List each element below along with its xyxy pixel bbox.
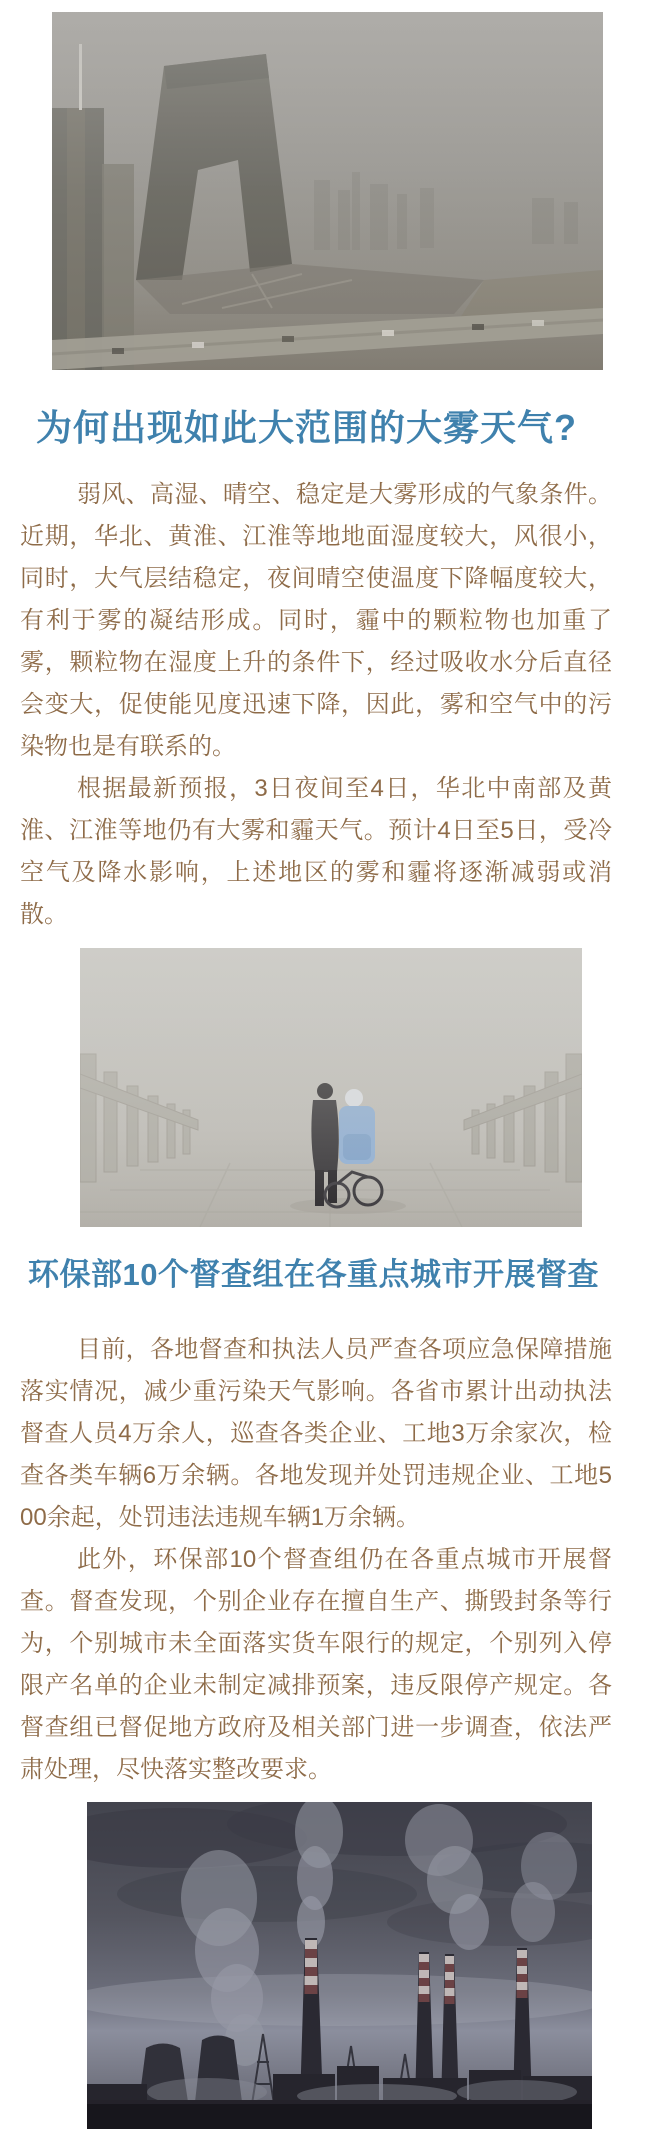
section-heading-2: 环保部10个督查组在各重点城市开展督查 xyxy=(28,1257,599,1292)
paragraph: 目前，各地督查和执法人员严查各项应急保障措施落实情况，减少重污染天气影响。各省市累计出动执法督查人员4万余人，巡查各类企业、工地3万余家次，检查各类车辆6万余辆。各地发现并处罚违规企业、工地500余起，处罚违法违规车辆1万余辆。 xyxy=(20,1336,612,1531)
power-plant-photo[interactable] xyxy=(87,1802,592,2129)
section-2-body xyxy=(20,1329,612,1791)
section-heading-1: 为何出现如此大范围的大雾天气? xyxy=(36,407,577,448)
section-1-body xyxy=(20,474,612,936)
paragraph: 此外，环保部10个督查组仍在各重点城市开展督查。督查发现，个别企业存在擅自生产、撕毁封条等行为，个别城市未全面落实货车限行的规定，个别列入停限产名单的企业未制定减排预案，违反限停产规定。各督查组已督促地方政府及相关部门进一步调查，依法严肃处理，尽快落实整改要求。 xyxy=(20,1546,612,1783)
smog-cityscape-photo[interactable] xyxy=(52,12,603,370)
fog-bridge-photo[interactable] xyxy=(80,948,582,1227)
paragraph: 根据最新预报，3日夜间至4日，华北中南部及黄淮、江淮等地仍有大雾和霾天气。预计4日至5日，受冷空气及降水影响，上述地区的雾和霾将逐渐减弱或消散。 xyxy=(20,775,612,928)
paragraph: 弱风、高湿、晴空、稳定是大雾形成的气象条件。近期，华北、黄淮、江淮等地地面湿度较大，风很小，同时，大气层结稳定，夜间晴空使温度下降幅度较大，有利于雾的凝结形成。同时，霾中的颗粒物也加重了雾，颗粒物在湿度上升的条件下，经过吸收水分后直径会变大，促使能见度迅速下降，因此，雾和空气中的污染物也是有联系的。 xyxy=(20,481,612,760)
